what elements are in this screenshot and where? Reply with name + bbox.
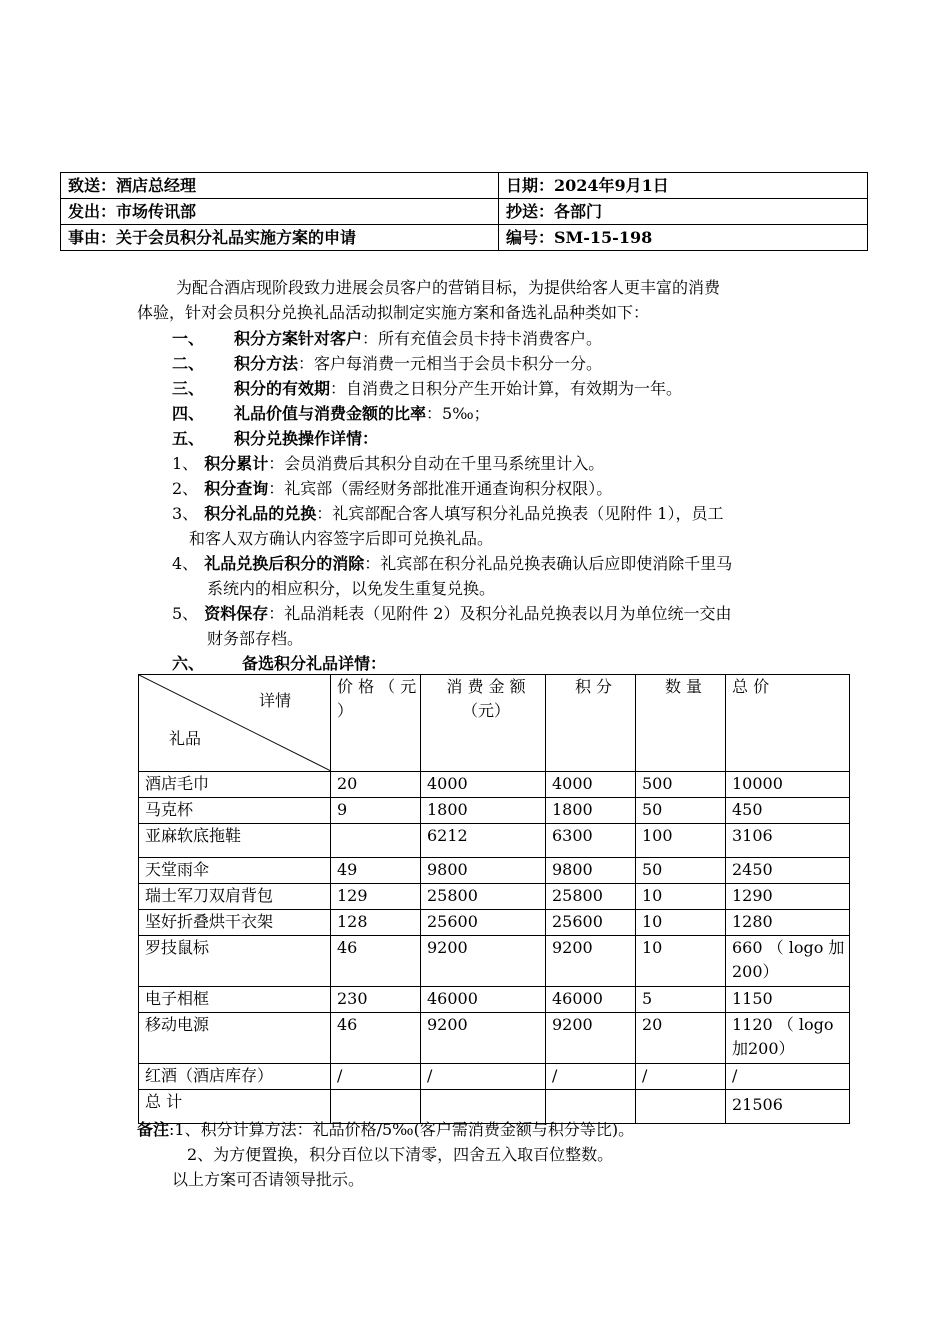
diagonal-header-cell bbox=[139, 675, 331, 772]
total-empty bbox=[636, 1090, 726, 1124]
gift-total: 3106 bbox=[726, 824, 850, 858]
gift-name: 红酒（酒店库存） bbox=[139, 1064, 331, 1090]
gift-name: 天堂雨伞 bbox=[139, 858, 331, 884]
subitem-1: 1、 积分累计：会员消费后其积分自动在千里马系统里计入。 bbox=[172, 454, 605, 473]
subitem-2: 2、 积分查询：礼宾部（需经财务部批准开通查询积分权限）。 bbox=[172, 479, 613, 498]
gift-name: 移动电源 bbox=[139, 1013, 331, 1064]
total-label: 总 计 bbox=[139, 1090, 331, 1124]
subitem-4-cont: 系统内的相应积分，以免发生重复兑换。 bbox=[207, 579, 496, 598]
section-6: 六、 备选积分礼品详情： bbox=[172, 654, 387, 673]
gift-spend: / bbox=[421, 1064, 546, 1090]
gift-points: 25800 bbox=[546, 884, 636, 910]
memo-date: 日期：2024年9月1日 bbox=[499, 173, 868, 199]
gift-name: 瑞士军刀双肩背包 bbox=[139, 884, 331, 910]
memo-cc: 抄送：各部门 bbox=[499, 199, 868, 225]
header-price: 价 格 （ 元 ） bbox=[331, 675, 421, 772]
gift-row bbox=[139, 910, 850, 936]
memo-to: 致送：酒店总经理 bbox=[61, 173, 499, 199]
gift-spend: 9200 bbox=[421, 936, 546, 987]
gift-name: 马克杯 bbox=[139, 798, 331, 824]
gift-table-header bbox=[139, 675, 850, 772]
gift-price: 49 bbox=[331, 858, 421, 884]
header-spend: 消 费 金 额 （元） bbox=[421, 675, 546, 772]
gift-points: 1800 bbox=[546, 798, 636, 824]
section-5: 五、 积分兑换操作详情： bbox=[172, 429, 379, 448]
gift-spend: 25800 bbox=[421, 884, 546, 910]
gift-price: 20 bbox=[331, 772, 421, 798]
gift-table bbox=[138, 674, 850, 1124]
gift-total: 1280 bbox=[726, 910, 850, 936]
gift-total: / bbox=[726, 1064, 850, 1090]
gift-total: 1290 bbox=[726, 884, 850, 910]
gift-row bbox=[139, 858, 850, 884]
gift-row bbox=[139, 798, 850, 824]
memo-header-table bbox=[60, 172, 868, 251]
gift-price: 46 bbox=[331, 936, 421, 987]
gift-quantity: 10 bbox=[636, 884, 726, 910]
gift-quantity: 5 bbox=[636, 987, 726, 1013]
gift-quantity: 50 bbox=[636, 798, 726, 824]
diag-top-label: 详情 bbox=[259, 691, 292, 710]
gift-spend: 46000 bbox=[421, 987, 546, 1013]
gift-spend: 1800 bbox=[421, 798, 546, 824]
notes-line-2: 2、为方便置换，积分百位以下清零，四舍五入取百位整数。 bbox=[187, 1145, 614, 1164]
gift-row bbox=[139, 1013, 850, 1064]
gift-points: 6300 bbox=[546, 824, 636, 858]
gift-name: 罗技鼠标 bbox=[139, 936, 331, 987]
gift-total: 1120 （ logo 加200） bbox=[726, 1013, 850, 1064]
gift-quantity: 50 bbox=[636, 858, 726, 884]
gift-quantity: 500 bbox=[636, 772, 726, 798]
gift-price: 128 bbox=[331, 910, 421, 936]
gift-row bbox=[139, 1064, 850, 1090]
gift-price: 129 bbox=[331, 884, 421, 910]
gift-points: 25600 bbox=[546, 910, 636, 936]
gift-price bbox=[331, 824, 421, 858]
gift-quantity: / bbox=[636, 1064, 726, 1090]
gift-price: 46 bbox=[331, 1013, 421, 1064]
gift-name: 电子相框 bbox=[139, 987, 331, 1013]
header-quantity: 数 量 bbox=[636, 675, 726, 772]
gift-price: / bbox=[331, 1064, 421, 1090]
gift-spend: 25600 bbox=[421, 910, 546, 936]
header-points: 积 分 bbox=[546, 675, 636, 772]
section-3: 三、 积分的有效期：自消费之日积分产生开始计算，有效期为一年。 bbox=[172, 379, 683, 398]
notes-line-1: 备注:1、积分计算方法：礼品价格/5‰(客户需消费金额与积分等比)。 bbox=[137, 1120, 635, 1139]
gift-spend: 9200 bbox=[421, 1013, 546, 1064]
closing-line: 以上方案可否请领导批示。 bbox=[172, 1170, 365, 1189]
gift-points: 9200 bbox=[546, 1013, 636, 1064]
gift-points: 46000 bbox=[546, 987, 636, 1013]
gift-spend: 4000 bbox=[421, 772, 546, 798]
section-2: 二、 积分方法：客户每消费一元相当于会员卡积分一分。 bbox=[172, 354, 603, 373]
gift-quantity: 10 bbox=[636, 910, 726, 936]
gift-spend: 6212 bbox=[421, 824, 546, 858]
gift-name: 亚麻软底拖鞋 bbox=[139, 824, 331, 858]
gift-total: 1150 bbox=[726, 987, 850, 1013]
diagonal-line bbox=[139, 675, 331, 771]
gift-quantity: 100 bbox=[636, 824, 726, 858]
gift-price: 9 bbox=[331, 798, 421, 824]
gift-points: / bbox=[546, 1064, 636, 1090]
diag-bottom-label: 礼品 bbox=[169, 729, 202, 748]
intro-line-1: 为配合酒店现阶段致力进展会员客户的营销目标，为提供给客人更丰富的消费 bbox=[176, 278, 721, 297]
gift-total: 2450 bbox=[726, 858, 850, 884]
gift-row bbox=[139, 884, 850, 910]
section-1: 一、 积分方案针对客户：所有充值会员卡持卡消费客户。 bbox=[172, 329, 603, 348]
gift-price: 230 bbox=[331, 987, 421, 1013]
subitem-5-cont: 财务部存档。 bbox=[207, 629, 304, 648]
subitem-3-cont: 和客人双方确认内容签字后即可兑换礼品。 bbox=[189, 529, 494, 548]
gift-total: 660 （ logo 加200） bbox=[726, 936, 850, 987]
subitem-5: 5、 资料保存：礼品消耗表（见附件 2）及积分礼品兑换表以月为单位统一交由 bbox=[172, 604, 732, 623]
intro-line-2: 体验，针对会员积分兑换礼品活动拟制定实施方案和备选礼品种类如下： bbox=[137, 303, 650, 322]
gift-row bbox=[139, 772, 850, 798]
subitem-4: 4、 礼品兑换后积分的消除：礼宾部在积分礼品兑换表确认后应即使消除千里马 bbox=[172, 554, 733, 573]
gift-points: 9800 bbox=[546, 858, 636, 884]
gift-quantity: 20 bbox=[636, 1013, 726, 1064]
gift-row bbox=[139, 987, 850, 1013]
gift-points: 4000 bbox=[546, 772, 636, 798]
gift-total: 10000 bbox=[726, 772, 850, 798]
gift-total: 450 bbox=[726, 798, 850, 824]
section-4: 四、 礼品价值与消费金额的比率：5‰； bbox=[172, 404, 490, 423]
memo-from: 发出：市场传讯部 bbox=[61, 199, 499, 225]
gift-row bbox=[139, 824, 850, 858]
header-total: 总 价 bbox=[726, 675, 850, 772]
gift-spend: 9800 bbox=[421, 858, 546, 884]
gift-points: 9200 bbox=[546, 936, 636, 987]
gift-row bbox=[139, 936, 850, 987]
gift-name: 坚好折叠烘干衣架 bbox=[139, 910, 331, 936]
total-value: 21506 bbox=[726, 1090, 850, 1124]
subitem-3: 3、 积分礼品的兑换：礼宾部配合客人填写积分礼品兑换表（见附件 1），员工 bbox=[172, 504, 724, 523]
memo-subject: 事由：关于会员积分礼品实施方案的申请 bbox=[61, 225, 499, 251]
gift-quantity: 10 bbox=[636, 936, 726, 987]
gift-name: 酒店毛巾 bbox=[139, 772, 331, 798]
memo-number: 编号：SM-15-198 bbox=[499, 225, 868, 251]
